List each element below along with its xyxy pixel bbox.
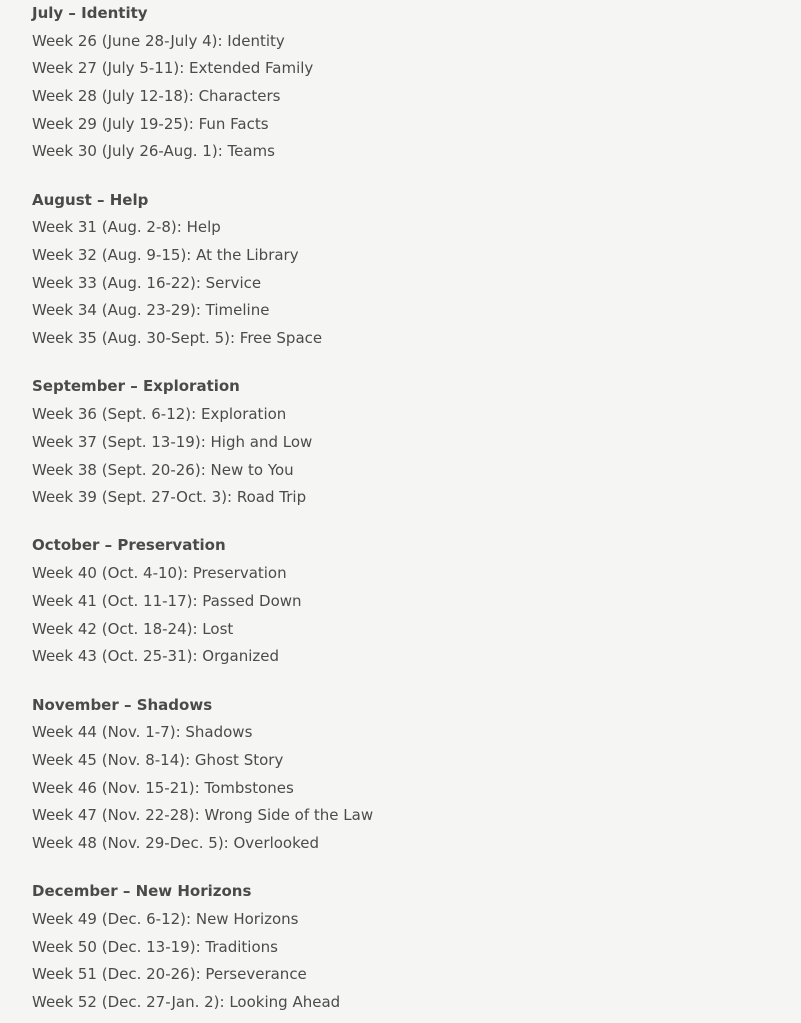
week-item: Week 44 (Nov. 1-7): Shadows	[32, 723, 253, 742]
week-item: Week 34 (Aug. 23-29): Timeline	[32, 301, 270, 320]
week-item: Week 40 (Oct. 4-10): Preservation	[32, 564, 287, 583]
section-spacer	[32, 166, 772, 187]
week-item: Week 33 (Aug. 16-22): Service	[32, 273, 262, 292]
week-item: Week 26 (June 28-July 4): Identity	[32, 31, 285, 50]
month-heading: July – Identity	[32, 4, 148, 22]
week-item: Week 31 (Aug. 2-8): Help	[32, 218, 221, 237]
week-item: Week 45 (Nov. 8-14): Ghost Story	[32, 750, 284, 769]
week-item: Week 48 (Nov. 29-Dec. 5): Overlooked	[32, 833, 319, 852]
section-spacer	[32, 512, 772, 533]
month-section-july	[32, 0, 772, 166]
week-item: Week 52 (Dec. 27-Jan. 2): Looking Ahead	[32, 992, 341, 1011]
week-item: Week 28 (July 12-18): Characters	[32, 87, 281, 106]
week-item: Week 35 (Aug. 30-Sept. 5): Free Space	[32, 329, 323, 348]
schedule-content	[32, 0, 772, 1017]
month-section-december	[32, 878, 772, 1016]
week-item: Week 41 (Oct. 11-17): Passed Down	[32, 591, 302, 610]
week-item: Week 43 (Oct. 25-31): Organized	[32, 647, 280, 666]
week-item: Week 42 (Oct. 18-24): Lost	[32, 619, 234, 638]
week-item: Week 39 (Sept. 27-Oct. 3): Road Trip	[32, 488, 307, 507]
week-item: Week 36 (Sept. 6-12): Exploration	[32, 405, 287, 424]
week-item: Week 49 (Dec. 6-12): New Horizons	[32, 909, 299, 928]
month-section-september	[32, 373, 772, 511]
section-spacer	[32, 671, 772, 692]
week-item: Week 51 (Dec. 20-26): Perseverance	[32, 965, 307, 984]
week-item: Week 32 (Aug. 9-15): At the Library	[32, 246, 299, 265]
week-item: Week 38 (Sept. 20-26): New to You	[32, 460, 294, 479]
week-item: Week 47 (Nov. 22-28): Wrong Side of the Law	[32, 806, 374, 825]
month-heading: September – Exploration	[32, 377, 240, 396]
month-heading: August – Help	[32, 190, 149, 209]
week-item: Week 30 (July 26-Aug. 1): Teams	[32, 142, 275, 161]
month-heading: November – Shadows	[32, 695, 213, 714]
week-item: Week 46 (Nov. 15-21): Tombstones	[32, 778, 294, 797]
week-item: Week 27 (July 5-11): Extended Family	[32, 59, 314, 78]
section-spacer	[32, 353, 772, 374]
month-heading: October – Preservation	[32, 536, 226, 555]
week-item: Week 29 (July 19-25): Fun Facts	[32, 114, 269, 133]
week-item: Week 50 (Dec. 13-19): Traditions	[32, 937, 278, 956]
week-item: Week 37 (Sept. 13-19): High and Low	[32, 432, 313, 451]
month-section-november	[32, 692, 772, 858]
section-spacer	[32, 858, 772, 879]
month-heading: December – New Horizons	[32, 882, 252, 901]
month-section-august	[32, 187, 772, 353]
month-section-october	[32, 532, 772, 670]
